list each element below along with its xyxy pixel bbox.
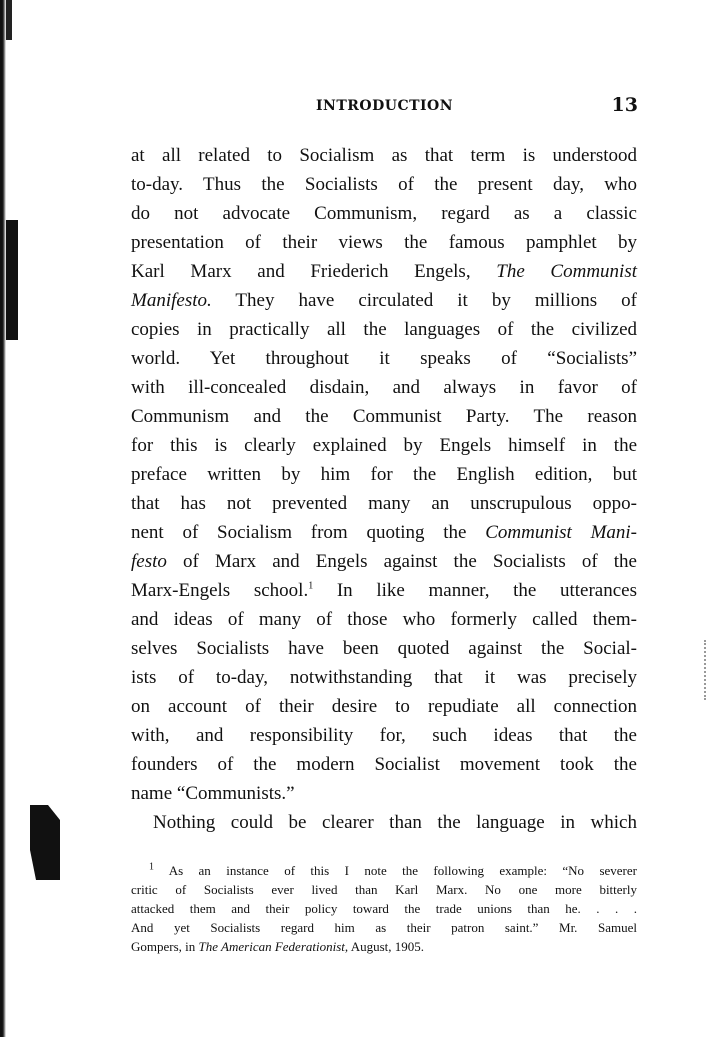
footnote xyxy=(131,861,637,956)
text-line xyxy=(131,257,637,286)
text-line: that has not prevented many an unscrupulous oppo- xyxy=(131,493,637,514)
text-line xyxy=(131,518,637,547)
text-span: August, 1905. xyxy=(350,939,424,954)
text-line: founders of the modern Socialist movement took the xyxy=(131,754,637,775)
scan-speck xyxy=(704,640,709,700)
body-text xyxy=(131,141,637,837)
text-line: presentation of their views the famous pamphlet by xyxy=(131,232,637,253)
binding-shadow-top xyxy=(6,0,12,40)
text-line: world. Yet throughout it speaks of “Socialists” xyxy=(131,348,637,369)
text-line: for this is clearly explained by Engels himself in the xyxy=(131,435,637,456)
text-line: at all related to Socialism as that term is understood xyxy=(131,145,637,166)
running-head xyxy=(130,94,638,122)
running-head-title: INTRODUCTION xyxy=(316,98,454,114)
footnote-line: And yet Socialists regard him as their patron saint.” Mr. Samuel xyxy=(131,920,637,935)
italic-title: The American Federationist, xyxy=(198,939,349,954)
text-line: name “Communists.” xyxy=(131,783,295,804)
text-line xyxy=(131,286,637,315)
text-line xyxy=(131,547,637,576)
footnote-line: attacked them and their policy toward the trade unions than he. . . . xyxy=(131,901,637,916)
text-line: with ill-concealed disdain, and always in favor of xyxy=(131,377,637,398)
text-span: Karl Marx and Friederich Engels, xyxy=(131,261,471,282)
text-span: nent of Socialism from quoting the xyxy=(131,522,467,543)
italic-title: festo xyxy=(131,551,167,572)
text-line: copies in practically all the languages of the civilized xyxy=(131,319,637,340)
italic-title: Communist Mani- xyxy=(485,522,638,543)
text-line: preface written by him for the English edition, but xyxy=(131,464,637,485)
text-line xyxy=(131,576,637,605)
text-span: Marx-Engels school. xyxy=(131,580,309,601)
text-line: Nothing could be clearer than the language in which xyxy=(153,812,637,833)
text-line: do not advocate Communism, regard as a classic xyxy=(131,203,637,224)
footnote-line xyxy=(131,937,637,956)
page-number: 13 xyxy=(611,94,638,116)
text-span: Gompers, in xyxy=(131,939,196,954)
text-line: selves Socialists have been quoted against the Social- xyxy=(131,638,637,659)
text-line: with, and responsibility for, such ideas that the xyxy=(131,725,637,746)
binding-shadow-lower xyxy=(30,805,60,880)
footnote-line: critic of Socialists ever lived than Karl Marx. No one more bitterly xyxy=(131,882,637,897)
text-line: Communism and the Communist Party. The reason xyxy=(131,406,637,427)
italic-title: Manifesto. xyxy=(131,290,212,311)
binding-shadow-middle xyxy=(6,220,18,340)
text-line: on account of their desire to repudiate all connection xyxy=(131,696,637,717)
text-span: They have circulated it by millions of xyxy=(235,290,637,311)
text-span: of Marx and Engels against the Socialists of the xyxy=(183,551,637,572)
text-span: In like manner, the utterances xyxy=(336,580,637,601)
text-line: ists of to-day, notwithstanding that it was precisely xyxy=(131,667,637,688)
binding-edge xyxy=(0,0,6,1037)
footnote-reference: 1 xyxy=(308,580,314,592)
text-line: to-day. Thus the Socialists of the present day, who xyxy=(131,174,637,195)
text-span: As an instance of this I note the following example: “No severer xyxy=(168,863,637,878)
footnote-line xyxy=(131,861,637,880)
text-line: and ideas of many of those who formerly called them- xyxy=(131,609,637,630)
italic-title: The Communist xyxy=(496,261,637,282)
footnote-marker: 1 xyxy=(149,861,154,873)
